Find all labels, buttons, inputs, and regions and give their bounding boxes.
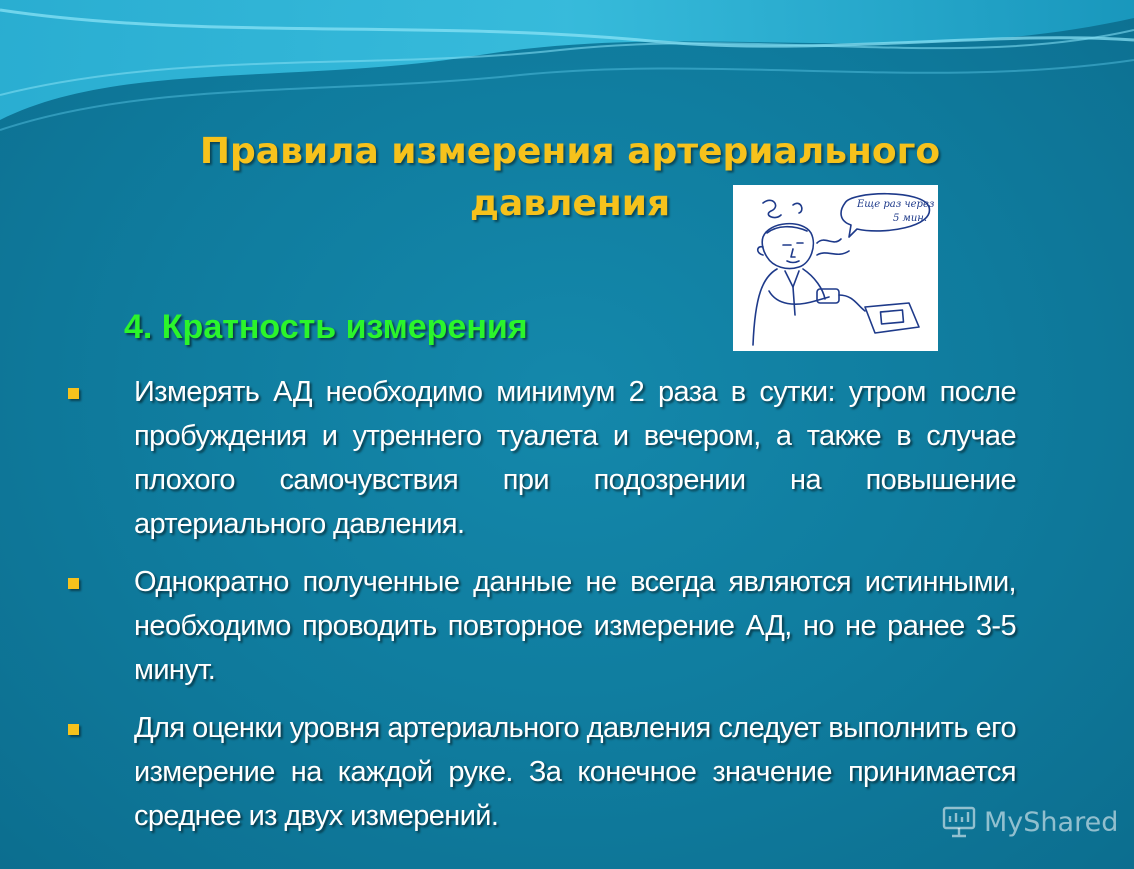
square-bullet-icon: [68, 388, 79, 399]
bullet-text: Однократно полученные данные не всегда являются истинными, необходимо проводить повторное измерение АД, но не ранее 3-5 минут.: [134, 566, 1016, 686]
illustration-man-measuring-pressure: [733, 185, 938, 351]
watermark: [940, 804, 1118, 840]
section-subheading: 4. Кратность измерения: [124, 308, 528, 346]
square-bullet-icon: [68, 724, 79, 735]
presentation-board-icon: [940, 804, 978, 840]
bullet-item: [66, 370, 1026, 546]
bullet-list: [66, 370, 1026, 838]
bullet-item: [66, 706, 1026, 838]
square-bullet-icon: [68, 578, 79, 589]
slide-title: Правила измерения артериального давления: [199, 131, 941, 224]
watermark-label: MyShared: [984, 806, 1119, 838]
bubble-text-line1: Еще раз через: [857, 199, 935, 210]
bullet-text: Для оценки уровня артериального давления следует выполнить его измерение на каждой руке. За конечное значение принимается среднее из двух измерений.: [134, 712, 1016, 832]
decorative-waves: [0, 0, 1134, 140]
bullet-item: [66, 560, 1026, 692]
bullet-text: Измерять АД необходимо минимум 2 раза в сутки: утром после пробуждения и утреннего туалета и вечером, а также в случае плохого самочувствия при подозрении на повышение артериального давления.: [134, 376, 1016, 540]
bubble-text-line2: 5 мин.: [893, 213, 928, 224]
